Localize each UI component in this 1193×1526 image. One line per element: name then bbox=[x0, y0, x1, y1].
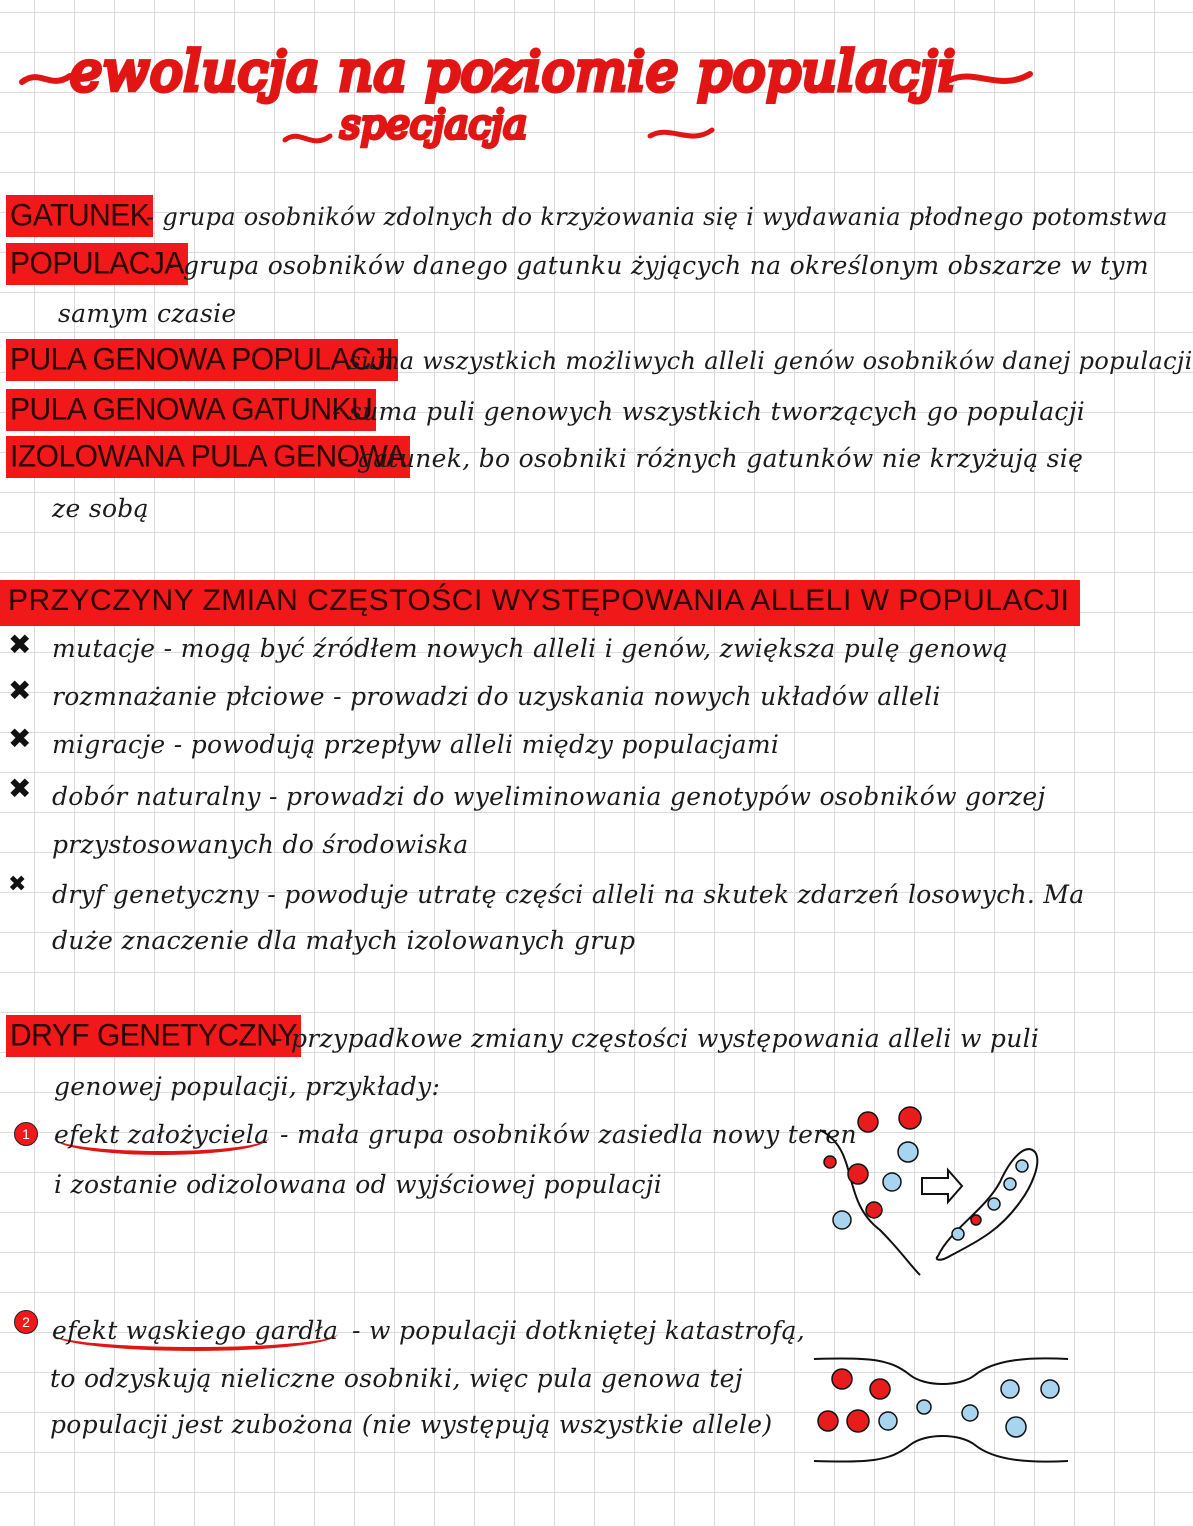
allele-red bbox=[818, 1411, 838, 1431]
term-pula-genowa-populacji: PULA GENOWA POPULACJI bbox=[6, 339, 398, 381]
allele-blue bbox=[833, 1211, 851, 1229]
example-text-cont: populacji jest zubożona (nie występują wszystkie allele) bbox=[50, 1410, 773, 1439]
allele-blue bbox=[883, 1173, 901, 1191]
definition-pula-genowa-gatunku: - suma puli genowych wszystkich tworzących go populacji bbox=[332, 397, 1086, 426]
term-pula-genowa-gatunku: PULA GENOWA GATUNKU bbox=[6, 389, 376, 431]
definition-dryf-cont: genowej populacji, przykłady: bbox=[54, 1072, 441, 1101]
allele-blue bbox=[1001, 1380, 1019, 1398]
example-number-badge: 1 bbox=[14, 1122, 38, 1146]
cause-item: mutacje - mogą być źródłem nowych alleli i genów, zwiększa pulę genową bbox=[52, 634, 1009, 663]
x-mark-icon: ✖ bbox=[8, 722, 32, 755]
allele-blue bbox=[898, 1142, 918, 1162]
founder-effect-diagram bbox=[800, 1090, 1060, 1280]
allele-blue bbox=[1006, 1417, 1026, 1437]
bottleneck-wall-bottom bbox=[814, 1436, 1068, 1462]
allele-red bbox=[832, 1369, 852, 1389]
example-name: efekt założyciela bbox=[54, 1120, 269, 1155]
allele-red bbox=[899, 1107, 921, 1129]
allele-blue bbox=[1004, 1178, 1016, 1190]
example-text: - w populacji dotkniętej katastrofą, bbox=[352, 1316, 805, 1345]
page-subtitle: specjacja bbox=[340, 102, 528, 148]
x-mark-icon: ✖ bbox=[8, 772, 32, 805]
example-number-badge: 2 bbox=[14, 1310, 38, 1334]
allele-blue bbox=[988, 1198, 1000, 1210]
definition-gatunek: - grupa osobników zdolnych do krzyżowania się i wydawania płodnego potomstwa bbox=[146, 203, 1168, 231]
cause-item: dobór naturalny - prowadzi do wyeliminowania genotypów osobników gorzej bbox=[52, 782, 1046, 811]
definition-izolowana-pula-genowa: - gatunek, bo osobniki różnych gatunków nie krzyżują się bbox=[340, 444, 1084, 473]
allele-blue bbox=[879, 1412, 897, 1430]
bottleneck-diagram bbox=[810, 1345, 1072, 1475]
allele-red bbox=[847, 1410, 869, 1432]
term-gatunek: GATUNEK bbox=[6, 195, 153, 237]
allele-blue bbox=[917, 1400, 931, 1414]
allele-blue bbox=[1016, 1160, 1028, 1172]
example-text: - mała grupa osobników zasiedla nowy teren bbox=[280, 1120, 857, 1149]
definition-dryf: - przypadkowe zmiany częstości występowania alleli w puli bbox=[274, 1024, 1040, 1053]
definition-pula-genowa-populacji: - suma wszystkich możliwych alleli genów osobników danej populacji bbox=[332, 347, 1193, 375]
definition-populacja-cont: samym czasie bbox=[58, 299, 237, 328]
example-text-cont: to odzyskują nieliczne osobniki, więc pula genowa tej bbox=[50, 1364, 743, 1393]
page-title: ewolucja na poziomie populacji bbox=[70, 40, 957, 103]
causes-heading: PRZYCZYNY ZMIAN CZĘSTOŚCI WYSTĘPOWANIA ALLELI W POPULACJI bbox=[8, 584, 1070, 617]
cause-item: migracje - powodują przepływ alleli między populacjami bbox=[52, 730, 780, 759]
allele-red bbox=[866, 1202, 882, 1218]
term-izolowana-pula-genowa: IZOLOWANA PULA GENOWA bbox=[6, 436, 410, 478]
arrow-icon bbox=[922, 1170, 962, 1202]
allele-red bbox=[848, 1164, 868, 1184]
cause-item-cont: przystosowanych do środowiska bbox=[52, 830, 469, 859]
allele-red bbox=[858, 1112, 878, 1132]
example-text-cont: i zostanie odizolowana od wyjściowej populacji bbox=[54, 1170, 663, 1199]
allele-red bbox=[971, 1215, 981, 1225]
allele-blue bbox=[962, 1405, 978, 1421]
cause-item: rozmnażanie płciowe - prowadzi do uzyskania nowych układów alleli bbox=[52, 682, 941, 711]
x-mark-icon: ✖ bbox=[8, 674, 32, 707]
cause-item: dryf genetyczny - powoduje utratę części alleli na skutek zdarzeń losowych. Ma bbox=[52, 880, 1085, 909]
allele-blue bbox=[1041, 1380, 1059, 1398]
x-mark-icon: ✖ bbox=[8, 872, 27, 897]
x-mark-icon: ✖ bbox=[8, 628, 32, 661]
term-dryf-genetyczny: DRYF GENETYCZNY bbox=[6, 1015, 301, 1057]
allele-blue bbox=[952, 1228, 964, 1240]
term-populacja: POPULACJA bbox=[6, 243, 188, 285]
example-name: efekt wąskiego gardła bbox=[52, 1316, 338, 1351]
allele-red bbox=[824, 1156, 836, 1168]
definition-izolowana-cont: ze sobą bbox=[52, 494, 149, 523]
cause-item-cont: duże znaczenie dla małych izolowanych grup bbox=[52, 926, 636, 955]
allele-red bbox=[870, 1379, 890, 1399]
definition-populacja: - grupa osobników danego gatunku żyjących na określonym obszarze w tym bbox=[166, 251, 1149, 280]
